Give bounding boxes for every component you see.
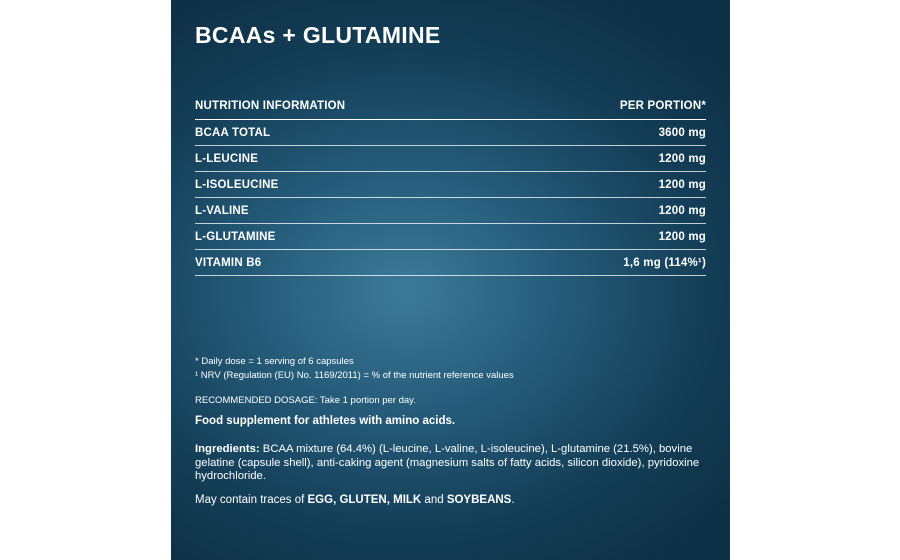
allergen-end: . <box>511 494 515 506</box>
allergen-egg: EGG <box>307 494 334 506</box>
nutrient-name: L-LEUCINE <box>195 152 259 165</box>
nutrition-table <box>195 92 706 276</box>
ingredients-label: Ingredients: <box>195 443 260 455</box>
nrv-note: ¹ NRV (Regulation (EU) No. 1169/2011) = % of the nutrient reference values <box>195 370 514 381</box>
allergen-separator: , <box>333 494 340 506</box>
table-row <box>195 224 706 250</box>
ingredients-list: BCAA mixture (64.4%) (L-leucine, L-valine, L-isoleucine), L-glutamine (21.5%), bovine gelatine (capsule shell), anti-caking agent (magnesium salts of fatty acids, silicon dioxide), pyridoxine hydrochloride. <box>195 443 700 482</box>
nutrient-value: 1,6 mg (114%¹) <box>623 256 706 269</box>
nutrient-value: 1200 mg <box>658 178 706 191</box>
allergen-separator: , <box>386 494 394 506</box>
allergen-milk: MILK <box>393 494 422 506</box>
nutrient-name: VITAMIN B6 <box>195 256 262 269</box>
recommended-dosage: RECOMMENDED DOSAGE: Take 1 portion per day. <box>195 395 416 406</box>
table-row <box>195 120 706 146</box>
nutrient-value: 3600 mg <box>658 126 706 139</box>
daily-dose-note: * Daily dose = 1 serving of 6 capsules <box>195 356 354 367</box>
allergen-and: and <box>421 494 447 506</box>
header-nutrition-information: NUTRITION INFORMATION <box>195 99 346 112</box>
allergen-gluten: GLUTEN <box>339 494 387 506</box>
ingredients-text <box>195 443 710 484</box>
footnotes <box>195 355 514 383</box>
table-row <box>195 146 706 172</box>
table-row <box>195 198 706 224</box>
allergen-prefix: May contain traces of <box>195 494 308 506</box>
header-per-portion: PER PORTION* <box>619 99 706 112</box>
label-panel <box>171 0 730 560</box>
nutrient-name: L-ISOLEUCINE <box>195 178 279 191</box>
nutrient-name: L-VALINE <box>195 204 249 217</box>
nutrient-value: 1200 mg <box>658 152 706 165</box>
nutrient-value: 1200 mg <box>658 230 706 243</box>
nutrient-name: L-GLUTAMINE <box>195 230 276 243</box>
nutrient-value: 1200 mg <box>658 204 706 217</box>
food-supplement-statement: Food supplement for athletes with amino acids. <box>195 415 456 427</box>
allergen-statement <box>195 494 515 506</box>
nutrition-table-header <box>195 92 706 120</box>
nutrient-name: BCAA TOTAL <box>195 126 271 139</box>
table-row <box>195 250 706 276</box>
product-title: BCAAs + GLUTAMINE <box>195 22 441 48</box>
allergen-soybeans: SOYBEANS <box>446 494 512 506</box>
table-row <box>195 172 706 198</box>
